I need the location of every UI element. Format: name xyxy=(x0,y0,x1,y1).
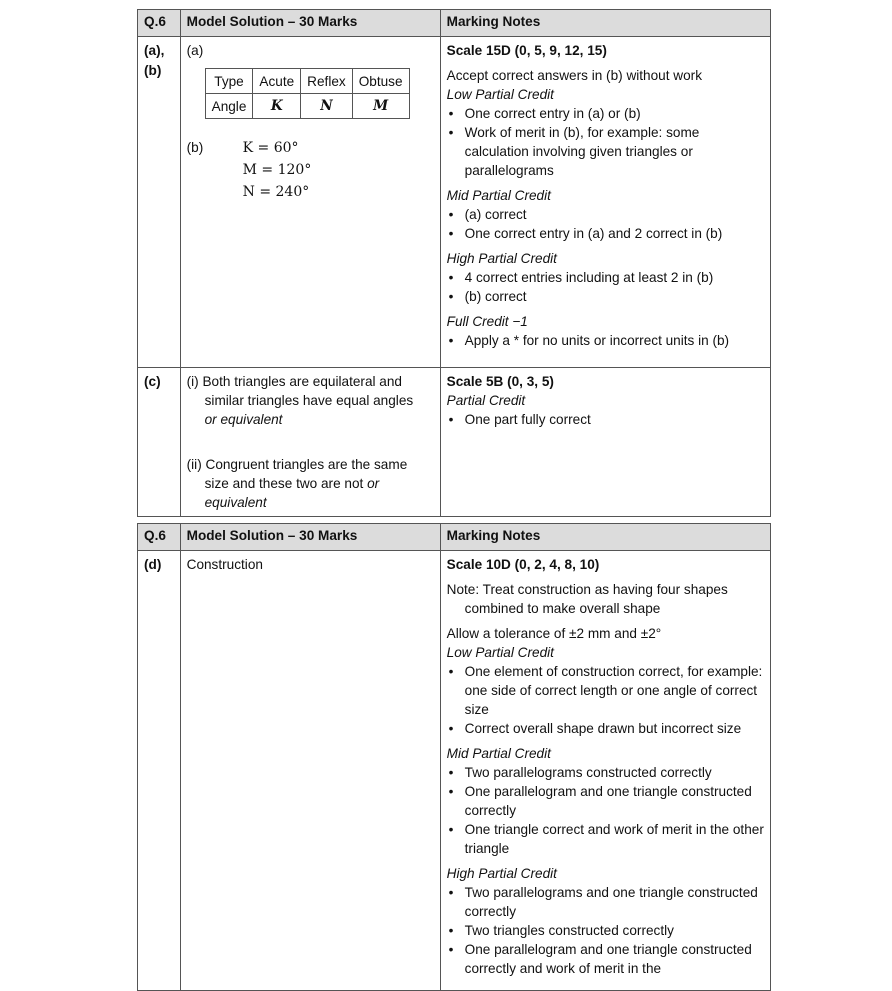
high-credit-list xyxy=(447,268,764,306)
partial-credit-title: Partial Credit xyxy=(446,393,526,408)
cell-obtuse: Obtuse xyxy=(352,69,409,94)
list-item: • Apply a * for no units or incorrect units in (b) xyxy=(447,331,764,350)
header-q: Q.6 xyxy=(138,524,181,551)
list-item: • (a) correct xyxy=(447,205,764,224)
row-c xyxy=(138,368,771,517)
part-c-i-text: (i) Both triangles are equilateral and similar triangles have equal angles xyxy=(186,374,414,408)
label-b: (b) xyxy=(144,63,162,78)
cell-reflex: Reflex xyxy=(301,69,353,94)
question-label-ab xyxy=(138,37,181,368)
list-item: • One part fully correct xyxy=(447,410,764,429)
marking-table-ab-c xyxy=(137,9,771,517)
equation-n: N = 240° xyxy=(242,184,310,200)
question-label-d xyxy=(138,551,181,991)
partial-credit-list xyxy=(447,410,764,429)
list-item: • One correct entry in (a) or (b) xyxy=(447,104,764,123)
cell-type: Type xyxy=(205,69,253,94)
list-item: • One parallelogram and one triangle constructed correctly xyxy=(447,782,764,820)
equation-m: M = 120° xyxy=(242,162,312,178)
part-c-ii-text: (ii) Congruent triangles are the same size and these two are not xyxy=(186,457,408,491)
label-d: (d) xyxy=(144,557,162,572)
question-label-c xyxy=(138,368,181,517)
list-item: • Work of merit in (b), for example: some calculation involving given triangles or parallelograms xyxy=(447,123,764,180)
low-credit-title: Low Partial Credit xyxy=(446,87,554,102)
part-b-label: (b) xyxy=(186,140,204,155)
construction-note: Note: Treat construction as having four shapes combined to make overall shape xyxy=(446,582,728,616)
angle-table-row-angle xyxy=(205,94,409,119)
row-d xyxy=(138,551,771,991)
full-credit-list xyxy=(447,331,764,350)
notes-c xyxy=(440,368,770,517)
row-ab xyxy=(138,37,771,368)
notes-ab xyxy=(440,37,770,368)
header-notes: Marking Notes xyxy=(440,10,770,37)
list-item: • One triangle correct and work of merit in the other triangle xyxy=(447,820,764,858)
low-credit-title: Low Partial Credit xyxy=(446,645,554,660)
scale-ab: Scale 15D (0, 5, 9, 12, 15) xyxy=(446,43,607,58)
solution-d xyxy=(180,551,440,991)
high-credit-title: High Partial Credit xyxy=(446,251,557,266)
equation-k: K = 60° xyxy=(242,140,299,156)
tolerance-note: Allow a tolerance of ±2 mm and ±2° xyxy=(446,626,662,641)
part-c-i xyxy=(187,372,434,429)
notes-d xyxy=(440,551,770,991)
label-a: (a), xyxy=(144,43,165,58)
header-row xyxy=(138,10,771,37)
mid-credit-list xyxy=(447,205,764,243)
list-item: • Two parallelograms constructed correctly xyxy=(447,763,764,782)
angle-table-row-type xyxy=(205,69,409,94)
solution-ab xyxy=(180,37,440,368)
list-item: • One correct entry in (a) and 2 correct in (b) xyxy=(447,224,764,243)
part-c-i-or: or equivalent xyxy=(204,412,283,427)
cell-acute: Acute xyxy=(253,69,301,94)
part-c-ii-or: or xyxy=(367,476,380,491)
low-credit-list xyxy=(447,662,764,738)
full-credit-title: Full Credit −1 xyxy=(446,314,528,329)
label-c: (c) xyxy=(144,374,161,389)
solution-c xyxy=(180,368,440,517)
mid-credit-title: Mid Partial Credit xyxy=(446,188,551,203)
angle-type-table xyxy=(205,68,410,119)
header-solution: Model Solution – 30 Marks xyxy=(180,524,440,551)
cell-n: N xyxy=(301,94,353,119)
high-credit-title: High Partial Credit xyxy=(446,866,557,881)
high-credit-list xyxy=(447,883,764,978)
header-notes: Marking Notes xyxy=(440,524,770,551)
cell-k: K xyxy=(253,94,301,119)
part-a-label: (a) xyxy=(186,43,204,58)
list-item: • Two parallelograms and one triangle constructed correctly xyxy=(447,883,764,921)
accept-note: Accept correct answers in (b) without work xyxy=(446,68,702,83)
list-item: • One parallelogram and one triangle constructed correctly and work of merit in the xyxy=(447,940,764,978)
part-b-block xyxy=(187,137,434,203)
list-item: • One element of construction correct, for example: one side of correct length or one angle of correct size xyxy=(447,662,764,719)
scale-c: Scale 5B (0, 3, 5) xyxy=(446,374,554,389)
list-item: • (b) correct xyxy=(447,287,764,306)
list-item: • Two triangles constructed correctly xyxy=(447,921,764,940)
mid-credit-list xyxy=(447,763,764,858)
header-solution: Model Solution – 30 Marks xyxy=(180,10,440,37)
part-c-ii xyxy=(187,455,434,512)
header-row xyxy=(138,524,771,551)
part-c-ii-equiv: equivalent xyxy=(204,495,267,510)
marking-table-d xyxy=(137,523,771,991)
mid-credit-title: Mid Partial Credit xyxy=(446,746,551,761)
construction-text: Construction xyxy=(186,557,263,572)
list-item: • Correct overall shape drawn but incorrect size xyxy=(447,719,764,738)
cell-angle: Angle xyxy=(205,94,253,119)
list-item: • 4 correct entries including at least 2 in (b) xyxy=(447,268,764,287)
header-q: Q.6 xyxy=(138,10,181,37)
scale-d: Scale 10D (0, 2, 4, 8, 10) xyxy=(446,557,600,572)
cell-m: M xyxy=(352,94,409,119)
low-credit-list xyxy=(447,104,764,180)
